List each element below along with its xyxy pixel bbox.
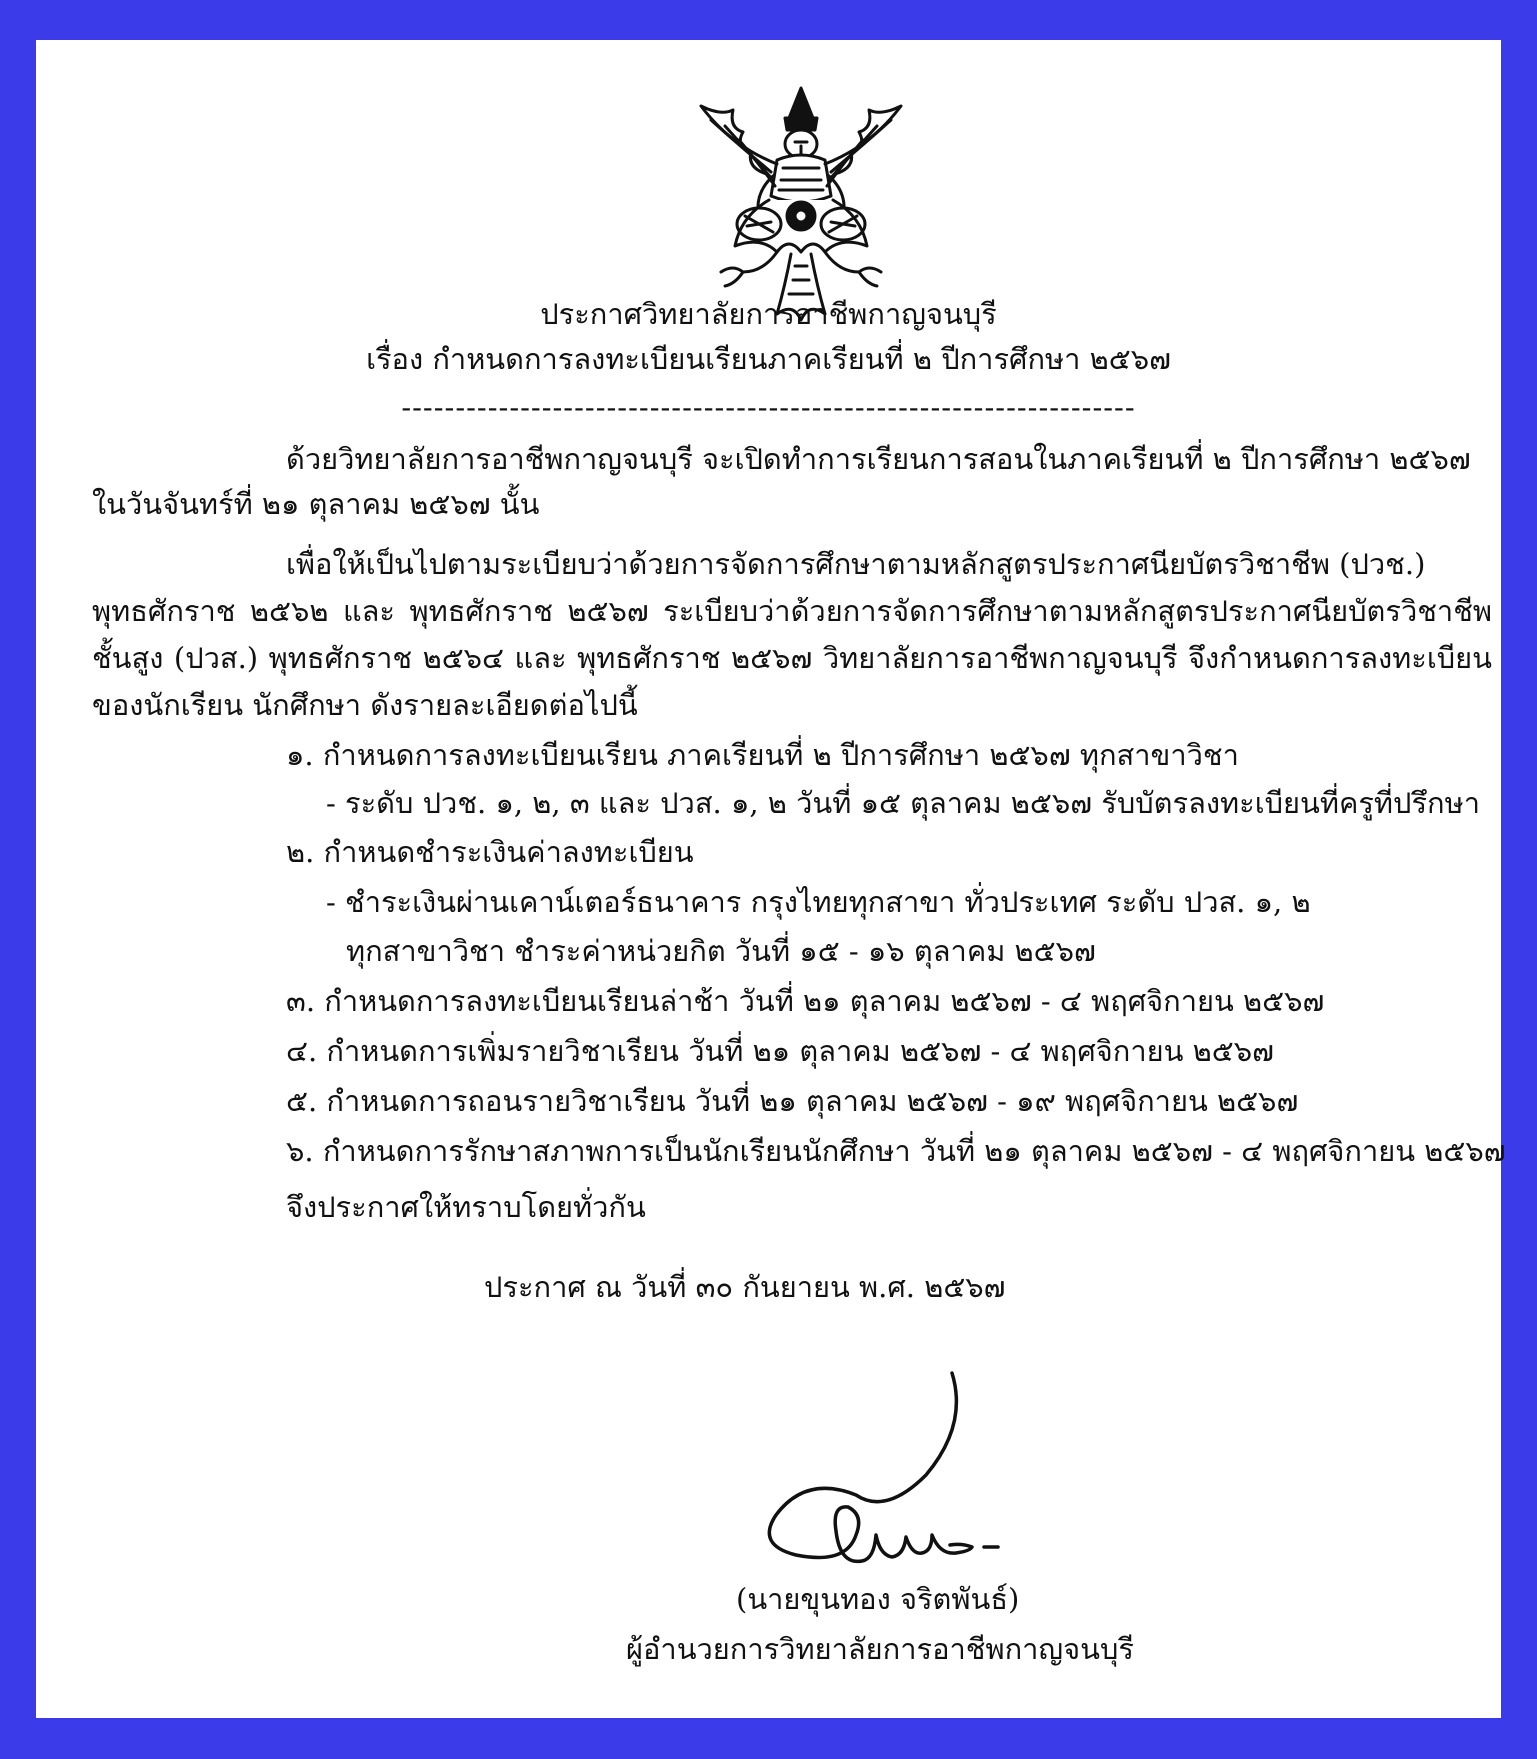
list-item: ๑. กำหนดการลงทะเบียนเรียน ภาคเรียนที่ ๒ ปีการศึกษา ๒๕๖๗ ทุกสาขาวิชา [286, 738, 1239, 772]
paragraph-2-line-2: พุทธศักราช ๒๕๖๒ และ พุทธศักราช ๒๕๖๗ ระเบียบว่าด้วยการจัดการศึกษาตามหลักสูตรประกาศนียบัตรวิชาชีพ [92, 594, 1492, 628]
list-item: ๕. กำหนดการถอนรายวิชาเรียน วันที่ ๒๑ ตุลาคม ๒๕๖๗ - ๑๙ พฤศจิกายน ๒๕๖๗ [286, 1084, 1299, 1118]
paragraph-2-line-1: เพื่อให้เป็นไปตามระเบียบว่าด้วยการจัดการศึกษาตามหลักสูตรประกาศนียบัตรวิชาชีพ (ปวช.) [286, 547, 1426, 581]
announcement-date: ประกาศ ณ วันที่ ๓๐ กันยายน พ.ศ. ๒๕๖๗ [484, 1270, 1006, 1304]
paragraph-1-line-1: ด้วยวิทยาลัยการอาชีพกาญจนบุรี จะเปิดทำการเรียนการสอนในภาคเรียนที่ ๒ ปีการศึกษา ๒๕๖๗ [286, 442, 1471, 476]
signature-icon [736, 1365, 1066, 1605]
list-item: ๓. กำหนดการลงทะเบียนเรียนล่าช้า วันที่ ๒๑ ตุลาคม ๒๕๖๗ - ๔ พฤศจิกายน ๒๕๖๗ [286, 984, 1325, 1018]
separator-line: -------------------------------------------------------------------- [401, 390, 1136, 424]
signer-title: ผู้อำนวยการวิทยาลัยการอาชีพกาญจนบุรี [626, 1632, 1134, 1666]
announcement-subject: เรื่อง กำหนดการลงทะเบียนเรียนภาคเรียนที่ ๒ ปีการศึกษา ๒๕๖๗ [366, 342, 1171, 376]
list-item: ๒. กำหนดชำระเงินค่าลงทะเบียน [286, 835, 694, 869]
list-item: - ระดับ ปวช. ๑, ๒, ๓ และ ปวส. ๑, ๒ วันที่ ๑๕ ตุลาคม ๒๕๖๗ รับบัตรลงทะเบียนที่ครูที่ปรึกษา [326, 786, 1480, 820]
paragraph-2-line-3: ชั้นสูง (ปวส.) พุทธศักราช ๒๕๖๔ และ พุทธศักราช ๒๕๖๗ วิทยาลัยการอาชีพกาญจนบุรี จึงกำหนดการลงทะเบียน [92, 641, 1492, 675]
announcement-title: ประกาศวิทยาลัยการอาชีพกาญจนบุรี [540, 297, 997, 331]
list-item: ๔. กำหนดการเพิ่มรายวิชาเรียน วันที่ ๒๑ ตุลาคม ๒๕๖๗ - ๔ พฤศจิกายน ๒๕๖๗ [286, 1034, 1274, 1068]
list-item: - ชำระเงินผ่านเคาน์เตอร์ธนาคาร กรุงไทยทุกสาขา ทั่วประเทศ ระดับ ปวส. ๑, ๒ [326, 885, 1311, 919]
closing-text: จึงประกาศให้ทราบโดยทั่วกัน [286, 1190, 646, 1224]
paragraph-2-line-4: ของนักเรียน นักศึกษา ดังรายละเอียดต่อไปนี้ [92, 688, 638, 722]
list-item: ๖. กำหนดการรักษาสภาพการเป็นนักเรียนนักศึกษา วันที่ ๒๑ ตุลาคม ๒๕๖๗ - ๔ พฤศจิกายน ๒๕๖๗ [286, 1134, 1506, 1168]
paragraph-1-line-2: ในวันจันทร์ที่ ๒๑ ตุลาคม ๒๕๖๗ นั้น [92, 487, 540, 521]
garuda-emblem-icon [681, 76, 921, 326]
signer-name: (นายขุนทอง จริตพันธ์) [736, 1582, 1020, 1616]
document-page [36, 40, 1506, 1718]
list-item: ทุกสาขาวิชา ชำระค่าหน่วยกิต วันที่ ๑๕ - ๑๖ ตุลาคม ๒๕๖๗ [346, 934, 1096, 968]
